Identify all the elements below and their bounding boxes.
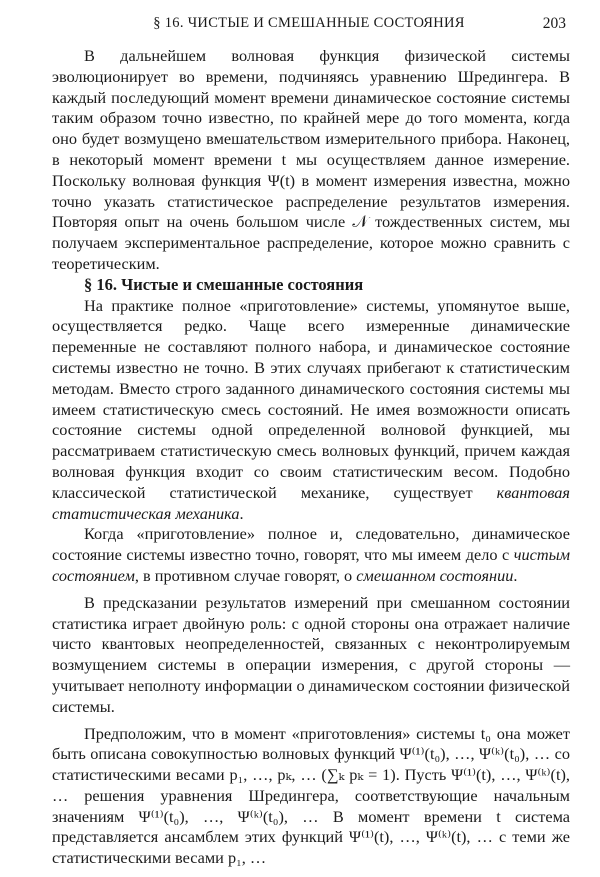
paragraph-3-a: Когда «приготовление» полное и, следовательно, динамическое состояние системы известно точно, говорят, что мы имеем дело с (52, 524, 570, 565)
running-head: § 16. ЧИСТЫЕ И СМЕШАННЫЕ СОСТОЯНИЯ (153, 15, 465, 31)
paragraph-3-b: , в противном случае говорят, о (134, 565, 357, 585)
paragraph-3-end: . (513, 565, 518, 585)
page-body (52, 46, 570, 869)
paragraph-2 (52, 296, 570, 525)
pure-state-term: чистым состоянием (52, 545, 570, 585)
page-number: 203 (542, 15, 566, 32)
mixed-state-term: смешанном состоянии (356, 565, 514, 585)
paragraph-2-italic: квантовая статистическая механика (52, 482, 570, 523)
paragraph-4: В предсказании результатов измерений при смешанном состоянии статистика играет двойную роль: с одной стороны она отражает наличие чисто квантовых неопределенностей, связанных с неконтролируемым возмущением системы в операции измерения, с другой стороны — учитывает неполноту информации о динамическом состоянии физической системы. (52, 592, 570, 716)
paragraph-3 (52, 524, 570, 586)
paragraph-2-text: На практике полное «приготовление» системы, упомянутое выше, осуществляется редко. Чаще всего измеренные динамические переменные не составляют полного набора, и динамическое состояние системы известно не точно. В этих случаях прибегают к статистическим методам. Вместо строго заданного динамического состояния системы мы имеем статистическую смесь состояний. Не имея возможности описать состояние системы одной определенной волновой функцией, мы рассматриваем статистическую смесь волновых функций, причем каждая волновая функция входит со своим статистическим весом. Подобно классической статистической механике, существует (52, 295, 570, 502)
paragraph-1: В дальнейшем волновая функция физической системы эволюционирует во времени, подчиняясь уравнению Шредингера. В каждый последующий момент времени динамическое состояние системы таким образом точно известно, по крайней мере до того момента, когда оно будет возмущено вмешательством измерительного прибора. Наконец, в некоторый момент времени t мы осуществляем данное измерение. Поскольку волновая функция Ψ(t) в момент измерения известна, можно точно указать статистическое распределение результатов измерения. Повторяя опыт на очень большом числе 𝒩 тождественных систем, мы получаем экспериментальное распределение, которое можно сравнить с теоретическим. (52, 46, 570, 273)
paragraph-5: Предположим, что в момент «приготовления» системы t₀ она может быть описана совокупностью волновых функций Ψ⁽¹⁾(t₀), …, Ψ⁽ᵏ⁾(t₀), … со статистическими весами p₁, …, pₖ, … (∑ₖ pₖ = 1). Пусть Ψ⁽¹⁾(t), …, Ψ⁽ᵏ⁾(t), … решения уравнения Шредингера, соответствующие начальным значениям Ψ⁽¹⁾(t₀), …, Ψ⁽ᵏ⁾(t₀), … В момент времени t система представляется ансамблем этих функций Ψ⁽¹⁾(t), …, Ψ⁽ᵏ⁾(t), … с теми же статистическими весами p₁, … (52, 723, 570, 868)
paragraph-2-end: . (239, 503, 244, 523)
page-header (52, 15, 566, 39)
section-title: § 16. Чистые и смешанные состояния (84, 274, 364, 294)
